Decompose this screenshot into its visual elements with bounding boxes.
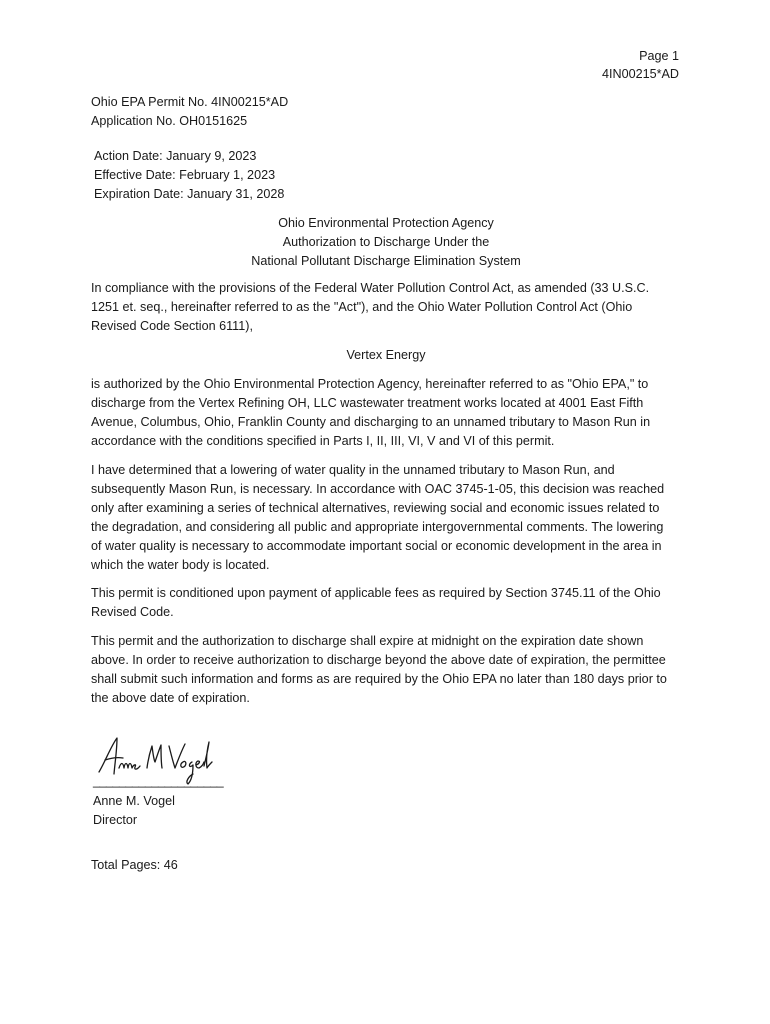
- authorization-line: accordance with the conditions specified in Parts I, II, III, VI, V and VI of this permit.: [91, 434, 555, 448]
- agency-heading: [91, 214, 681, 271]
- permittee-name: Vertex Energy: [346, 348, 426, 362]
- signature-stroke: [147, 745, 162, 768]
- npdes-heading: National Pollutant Discharge Elimination System: [251, 254, 521, 268]
- application-number: Application No. OH0151625: [91, 114, 248, 128]
- determination-line: which the water body is located.: [91, 558, 270, 572]
- determination-line: the degradation, and considering all public and appropriate intergovernmental comments. The lowering: [91, 520, 664, 534]
- compliance-paragraph: [91, 279, 681, 336]
- permit-dates: [94, 147, 684, 204]
- authorization-line: is authorized by the Ohio Environmental Protection Agency, hereinafter referred to as "Ohio EPA," to: [91, 377, 649, 391]
- agency-name: Ohio Environmental Protection Agency: [278, 216, 494, 230]
- signature-stroke: [204, 742, 212, 768]
- signature-stroke: [181, 761, 186, 767]
- signature-stroke: [169, 744, 185, 768]
- signature-stroke: [196, 761, 204, 768]
- action-date: Action Date: January 9, 2023: [94, 149, 257, 163]
- page-header: [602, 47, 679, 83]
- determination-line: of water quality is necessary to accommodate important social or economic development in the area in: [91, 539, 662, 553]
- signer-name: Anne M. Vogel: [93, 794, 175, 808]
- signer-title: Director: [93, 813, 138, 827]
- determination-line: subsequently Mason Run, is necessary. In accordance with OAC 3745-1-05, this decision was reached: [91, 482, 665, 496]
- compliance-line: Revised Code Section 6111),: [91, 319, 253, 333]
- authorization-line: Avenue, Columbus, Ohio, Franklin County and discharging to an unnamed tributary to Mason Run in: [91, 415, 651, 429]
- determination-line: only after examining a series of technical alternatives, reviewing social and economic issues related to: [91, 501, 660, 515]
- header-permit-code: 4IN00215*AD: [601, 67, 679, 81]
- authorization-paragraph: [91, 375, 681, 451]
- compliance-line: In compliance with the provisions of the Federal Water Pollution Control Act, as amended (33 U.S.C.: [91, 281, 650, 295]
- determination-line: I have determined that a lowering of water quality in the unnamed tributary to Mason Run, and: [91, 463, 615, 477]
- signer-block: [93, 792, 175, 830]
- total-pages: Total Pages: 46: [91, 858, 178, 872]
- expiry-line: the above date of expiration.: [91, 691, 250, 705]
- determination-paragraph: [91, 461, 681, 575]
- expiration-date: Expiration Date: January 31, 2028: [94, 187, 285, 201]
- expiry-line: shall submit such information and forms as are required by the Ohio EPA no later than 180 days prior to: [91, 672, 667, 686]
- signature-stroke: [119, 764, 140, 770]
- expiry-paragraph: [91, 632, 681, 708]
- expiry-line: This permit and the authorization to discharge shall expire at midnight on the expiration date shown: [91, 634, 644, 648]
- fees-paragraph: [91, 584, 681, 622]
- fees-line: Revised Code.: [91, 605, 174, 619]
- compliance-line: 1251 et. seq., hereinafter referred to as the "Act"), and the Ohio Water Pollution Control Act (Ohio: [91, 300, 633, 314]
- fees-line: This permit is conditioned upon payment of applicable fees as required by Section 3745.11 of the Ohio: [91, 586, 661, 600]
- authorization-line: discharge from the Vertex Refining OH, LLC wastewater treatment works located at 4001 East Fifth: [91, 396, 644, 410]
- effective-date: Effective Date: February 1, 2023: [94, 168, 276, 182]
- permit-identifiers: [91, 93, 681, 131]
- signature-stroke: [105, 758, 123, 760]
- page-number: Page 1: [639, 49, 679, 63]
- signature-line: ____________________: [93, 774, 224, 788]
- authorization-heading: Authorization to Discharge Under the: [282, 235, 490, 249]
- expiry-line: above. In order to receive authorization to discharge beyond the above date of expiration, the permittee: [91, 653, 666, 667]
- permit-number: Ohio EPA Permit No. 4IN00215*AD: [91, 95, 289, 109]
- signature-stroke: [99, 738, 117, 774]
